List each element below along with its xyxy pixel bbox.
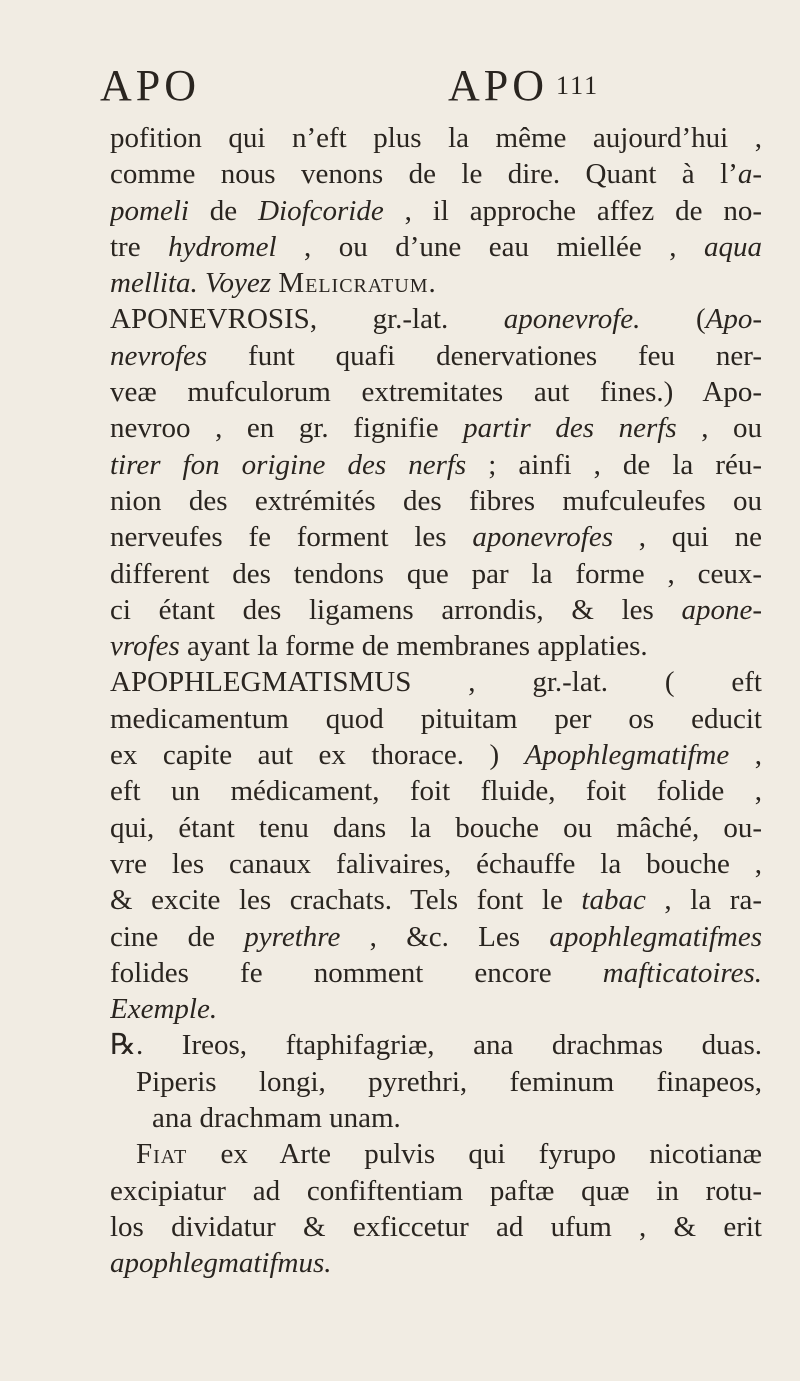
text-run: folides fe nomment encore [110, 956, 603, 989]
header-left: APO [100, 61, 201, 110]
text-line [110, 628, 762, 664]
italic-text: apophlegmatifmes [549, 920, 762, 953]
italic-text: nevrofes [110, 339, 208, 372]
text-line [110, 519, 762, 555]
text-run: , ou d’une eau miellée , [276, 230, 704, 263]
page-number: 111 [556, 71, 600, 100]
italic-text: tabac [581, 884, 646, 917]
dictionary-text [110, 120, 762, 1282]
text-run: ci étant des ligamens arrondis, & les [110, 593, 682, 626]
text-line [110, 1064, 762, 1100]
italic-text: apone- [681, 593, 762, 626]
text-run: ex Arte pulvis qui fyrupo nicotianæ [187, 1138, 762, 1171]
text-run: vre les canaux falivaires, échauffe la bouche , [110, 847, 762, 880]
text-line [110, 556, 762, 592]
text-run: nevroo , en gr. fignifie [110, 412, 464, 445]
text-line [110, 592, 762, 628]
text-run: los dividatur & exficcetur ad ufum , & erit [110, 1210, 762, 1243]
header-right [448, 60, 599, 111]
header-right-word: APO [448, 61, 549, 110]
italic-text: Apo- [705, 303, 762, 336]
text-line [110, 374, 762, 410]
text-line [110, 991, 762, 1027]
text-line [110, 1100, 762, 1136]
text-line [110, 810, 762, 846]
italic-text: mafticatoires. [602, 956, 762, 989]
text-line [110, 919, 762, 955]
text-line [110, 1209, 762, 1245]
text-run: qui, étant tenu dans la bouche ou mâché, ou- [110, 811, 762, 844]
text-line [110, 1173, 762, 1209]
text-run: , il approche affez de no- [383, 194, 762, 227]
text-run: comme nous venons de le dire. Quant à l’ [110, 158, 738, 191]
text-run: nerveufes fe forment les [110, 521, 473, 554]
italic-text: Diofcoride [258, 194, 384, 227]
italic-text: Apophlegmatifme [524, 739, 730, 772]
text-run: excipiatur ad confiftentiam paftæ quæ in rotu- [110, 1174, 762, 1207]
text-run: eft un médicament, foit fluide, foit folide , [110, 775, 762, 808]
text-line [110, 447, 762, 483]
text-line [110, 1027, 762, 1063]
text-line [110, 737, 762, 773]
text-run: APONEVROSIS, gr.-lat. [110, 303, 504, 336]
running-header [0, 60, 800, 120]
text-run: APOPHLEGMATISMUS , gr.-lat. ( eft [110, 666, 762, 699]
italic-text: tirer fon origine des nerfs [110, 448, 467, 481]
text-line [110, 701, 762, 737]
text-run: , &c. Les [340, 920, 550, 953]
italic-text: a- [737, 158, 762, 191]
italic-text: partir des nerfs [463, 412, 677, 445]
smallcaps-text: Melicratum. [278, 267, 437, 300]
text-line [110, 1245, 762, 1281]
text-run: ℞. Ireos, ftaphifagriæ, ana drachmas duas. [110, 1029, 762, 1062]
text-run: medicamentum quod pituitam per os educit [110, 702, 762, 735]
text-run: & excite les crachats. Tels font le [110, 884, 582, 917]
text-line [110, 120, 762, 156]
text-run: pofition qui n’eft plus la même aujourd’hui , [110, 122, 762, 154]
text-line [110, 955, 762, 991]
text-run: ayant la forme de membranes applaties. [179, 630, 648, 663]
text-line [110, 773, 762, 809]
text-run: veæ mufculorum extremitates aut fines.) Apo- [110, 376, 762, 409]
text-line [110, 301, 762, 337]
text-line [110, 664, 762, 700]
text-line [110, 193, 762, 229]
text-line [110, 483, 762, 519]
text-line [110, 1136, 762, 1172]
text-line [110, 229, 762, 265]
italic-text: Exemple. [110, 993, 218, 1026]
italic-text: hydromel [168, 230, 277, 263]
italic-text: vrofes [110, 630, 180, 663]
text-line [110, 338, 762, 374]
italic-text: aqua [704, 230, 762, 263]
text-run: de [188, 194, 259, 227]
text-run: ex capite aut ex thorace. ) [110, 739, 525, 772]
text-run: funt quafi denervationes feu ner- [207, 339, 762, 372]
text-line [110, 265, 762, 301]
text-run: nion des extrémités des fibres mufculeufes ou [110, 484, 762, 517]
italic-text: aponevrofes [472, 521, 614, 554]
text-run: cine de [110, 920, 245, 953]
text-run: tre [110, 230, 169, 263]
text-run: Piperis longi, pyrethri, feminum finapeos, [136, 1065, 762, 1098]
text-line [110, 410, 762, 446]
italic-text: pyrethre [244, 920, 341, 953]
text-run: , la ra- [645, 884, 762, 917]
text-line [110, 846, 762, 882]
text-run: ana drachmam unam. [152, 1102, 401, 1135]
italic-text: pomeli [110, 194, 189, 227]
text-run: different des tendons que par la forme , ceux- [110, 557, 762, 590]
italic-text: aponevrofe. [503, 303, 696, 336]
italic-text: apophlegmatifmus. [110, 1247, 332, 1280]
text-run: ( [695, 303, 706, 336]
text-line [110, 882, 762, 918]
text-run: ; ainfi , de la réu- [466, 448, 762, 481]
italic-text: mellita. Voyez [110, 267, 272, 300]
text-run: , ou [676, 412, 762, 445]
text-line [110, 156, 762, 192]
smallcaps-text: Fiat [136, 1138, 188, 1171]
text-run: , qui ne [613, 521, 762, 554]
text-run: , [729, 739, 762, 772]
